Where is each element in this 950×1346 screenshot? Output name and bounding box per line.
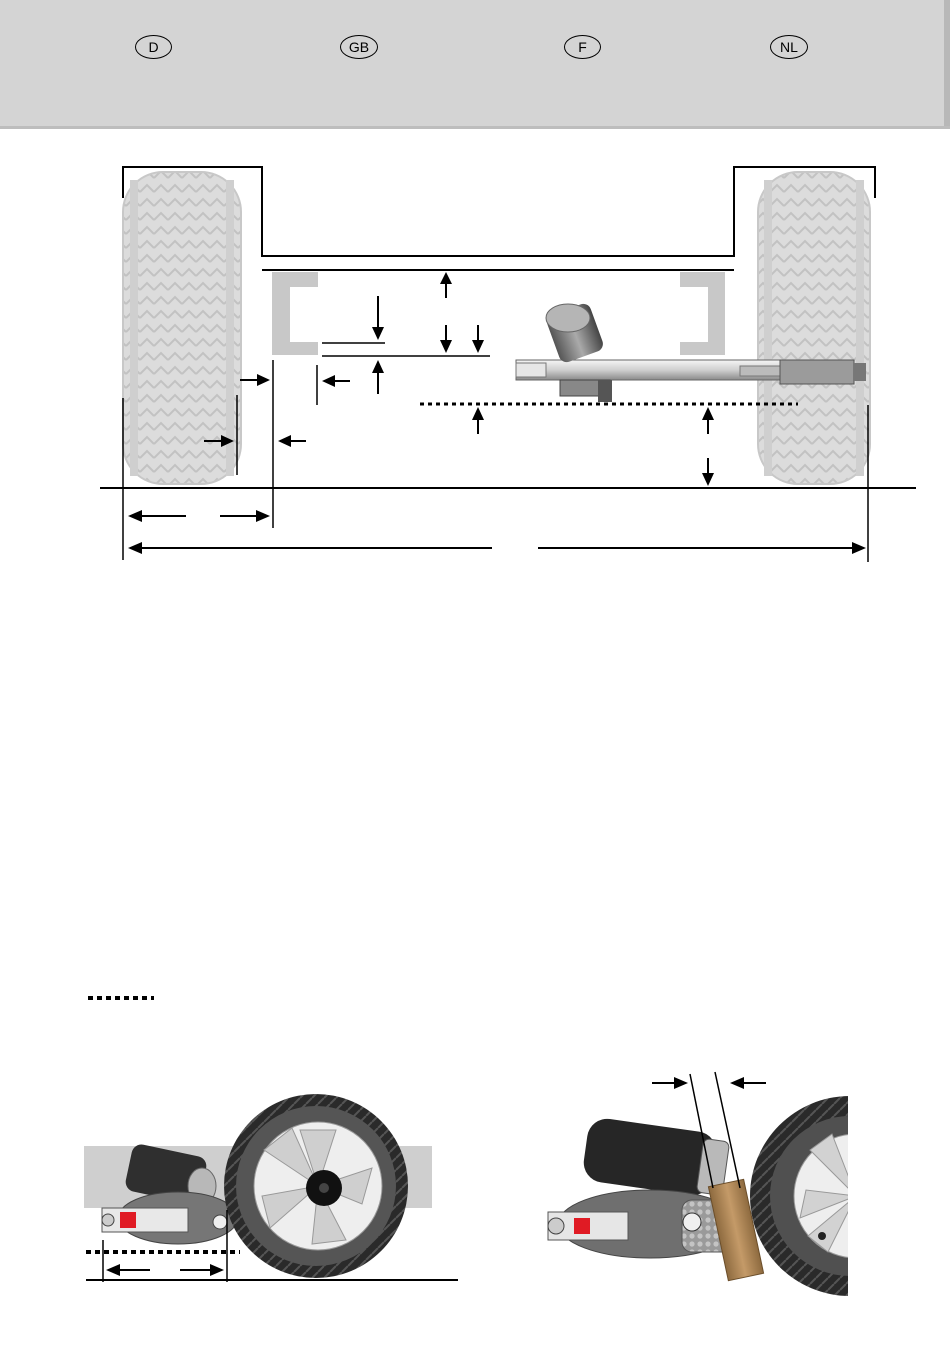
bottom-right-detail-view xyxy=(548,1072,950,1300)
left-c-bracket xyxy=(272,272,318,355)
top-axle-diagram xyxy=(100,167,916,562)
right-c-bracket xyxy=(680,272,725,355)
language-badge-f[interactable]: F xyxy=(564,35,601,59)
bottom-left-side-view xyxy=(84,1094,458,1282)
right-tyre xyxy=(758,172,870,484)
roller-marker xyxy=(120,1212,136,1228)
detail-roller-marker xyxy=(574,1218,590,1234)
language-badge-gb[interactable]: GB xyxy=(340,35,378,59)
language-badge-d[interactable]: D xyxy=(135,35,172,59)
language-badge-nl[interactable]: NL xyxy=(770,35,808,59)
